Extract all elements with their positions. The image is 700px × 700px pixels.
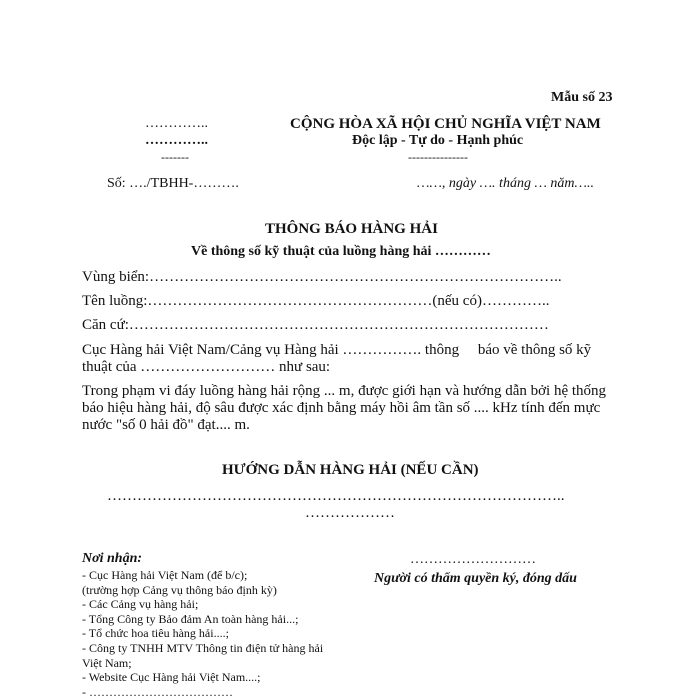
issuer-rule: -------	[161, 150, 189, 164]
signature-caption: Người có thẩm quyền ký, đóng dấu	[374, 571, 577, 586]
document-number: Số: …./TBHH-……….	[107, 176, 239, 191]
recipient-item: - Các Cảng vụ hàng hải;	[82, 597, 199, 612]
recipient-item: - Tổng Công ty Bảo đảm An toàn hàng hải...;	[82, 611, 299, 626]
country-name: CỘNG HÒA XÃ HỘI CHỦ NGHĨA VIỆT NAM	[290, 116, 601, 132]
notice-subtitle: Về thông số kỹ thuật của luồng hàng hải …………	[191, 244, 491, 259]
notice-title: THÔNG BÁO HÀNG HẢI	[265, 221, 438, 237]
national-motto: Độc lập - Tự do - Hạnh phúc	[352, 133, 524, 148]
recipient-item: - Cục Hàng hải Việt Nam (để b/c);	[82, 568, 248, 582]
body-line-1: Trong phạm vi đáy luồng hàng hải rộng ... m, được giới hạn và hướng dẫn bởi hệ thống	[82, 383, 607, 399]
authority-line-2: thuật của ……………………… như sau:	[82, 359, 331, 375]
issuer-dots-1: …………..	[145, 116, 208, 131]
recipient-item: - Công ty TNHH MTV Thông tin điện tử hàng hải	[82, 641, 324, 655]
guidance-dots-1: ………………………………………………………………………………..	[107, 488, 565, 504]
sea-area-field: Vùng biển:………………………………………………………………………..	[82, 269, 562, 285]
date-line: ……, ngày …. tháng … năm…..	[417, 176, 594, 191]
authority-line-1: Cục Hàng hải Việt Nam/Cảng vụ Hàng hải ……………. thông báo về thông số kỹ	[82, 342, 592, 358]
guidance-title: HƯỚNG DẪN HÀNG HẢI (NẾU CẦN)	[222, 462, 479, 478]
recipient-item: - ………………………………	[82, 684, 233, 699]
motto-rule: ---------------	[408, 150, 468, 164]
basis-field: Căn cứ:…………………………………………………………………………	[82, 317, 549, 333]
recipients-heading: Nơi nhận:	[82, 551, 143, 566]
issuer-dots-2: …………..	[145, 133, 208, 148]
recipient-item: Việt Nam;	[82, 655, 132, 670]
form-number: Mẫu số 23	[551, 90, 613, 105]
recipient-item: - Website Cục Hàng hải Việt Nam....;	[82, 670, 261, 685]
recipient-item: - Tổ chức hoa tiêu hàng hải....;	[82, 626, 229, 641]
body-line-2: báo hiệu hàng hải, độ sâu được xác định bằng máy hồi âm tần số .... kHz tính đến mực	[82, 400, 601, 416]
signature-dots: ………………………	[410, 552, 536, 567]
channel-name-field: Tên luồng:…………………………………………………(nếu có)…………..	[82, 293, 550, 309]
guidance-dots-2: ………………	[305, 505, 395, 521]
recipient-item: (trường hợp Cảng vụ thông báo định kỳ)	[82, 582, 277, 597]
body-line-3: nước "số 0 hải đồ" đạt.... m.	[82, 417, 250, 433]
